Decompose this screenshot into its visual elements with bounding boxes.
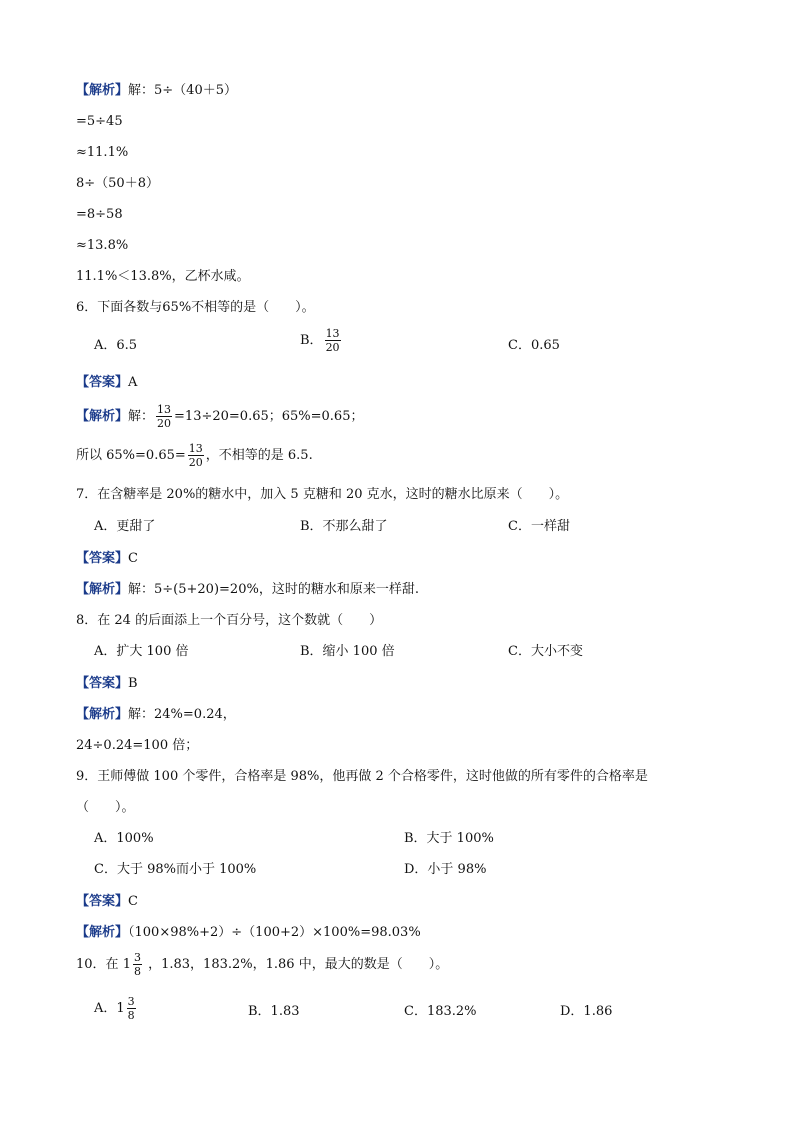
q7-option-b: B．不那么甜了 <box>300 519 388 534</box>
q7-analysis <box>76 581 419 599</box>
q10-option-a-prefix: A． <box>94 1001 117 1016</box>
q7-option-a: A．更甜了 <box>94 519 156 534</box>
answer-tag: 【答案】 <box>76 894 129 909</box>
analysis-tag: 【解析】 <box>76 582 129 597</box>
q7-analysis-text: 解：5÷(5+20)=20%，这时的糖水和原来一样甜. <box>128 582 419 597</box>
q8-analysis-line-2: 24÷0.24=100 倍； <box>76 738 199 753</box>
q8-analysis-text: 解：24%=0.24， <box>128 707 236 722</box>
mixed-number-whole: 1 <box>122 956 131 972</box>
answer-tag: 【答案】 <box>76 551 129 566</box>
fraction-numerator: 13 <box>325 327 340 340</box>
sol5-line-7: 11.1%＜13.8%，乙杯水咸。 <box>76 269 250 284</box>
q7-option-c: C．一样甜 <box>508 519 570 534</box>
fraction-denominator: 20 <box>325 341 340 354</box>
q10-stem-text: 10．在 <box>76 957 123 972</box>
analysis-tag: 【解析】 <box>76 925 129 940</box>
q8-option-c: C．大小不变 <box>508 644 583 659</box>
sol5-line-3: ≈11.1% <box>76 145 129 160</box>
fraction <box>156 404 172 429</box>
q9-option-d: D．小于 98% <box>404 862 487 877</box>
fraction-denominator: 20 <box>157 417 172 430</box>
fraction <box>133 952 142 977</box>
sol5-line-2: =5÷45 <box>76 114 123 129</box>
sol5-line-4: 8÷（50＋8） <box>76 176 159 191</box>
q6-option-b <box>300 328 343 353</box>
q6-analysis-text: ，不相等的是 6.5. <box>205 448 313 463</box>
q7-answer-value: C <box>128 551 138 566</box>
q10-option-a <box>94 996 138 1021</box>
sol5-line-1 <box>76 82 237 100</box>
q7-stem: 7．在含糖率是 20%的糖水中，加入 5 克糖和 20 克水，这时的糖水比原来（ ）。 <box>76 487 569 502</box>
q9-option-a: A．100% <box>94 831 154 846</box>
q9-answer <box>76 893 138 911</box>
q8-option-b: B．缩小 100 倍 <box>300 644 395 659</box>
q6-analysis-line-1 <box>76 404 363 429</box>
answer-tag: 【答案】 <box>76 676 129 691</box>
fraction-numerator: 3 <box>133 951 141 964</box>
fraction-denominator: 8 <box>133 965 141 978</box>
fraction <box>127 996 136 1021</box>
q6-answer <box>76 374 137 392</box>
q7-answer <box>76 550 138 568</box>
fraction-numerator: 13 <box>188 442 203 455</box>
q9-option-c: C．大于 98%而小于 100% <box>94 862 257 877</box>
q8-answer <box>76 675 138 693</box>
q9-option-b: B．大于 100% <box>404 831 494 846</box>
sol5-line-6: ≈13.8% <box>76 238 129 253</box>
fraction-denominator: 20 <box>188 456 203 469</box>
q8-option-a: A．扩大 100 倍 <box>94 644 189 659</box>
q6-analysis-text: =13÷20=0.65；65%=0.65； <box>174 409 364 424</box>
q10-option-c: C．183.2% <box>404 1004 477 1019</box>
sol5-line-5: =8÷58 <box>76 207 123 222</box>
mixed-number <box>116 995 137 1022</box>
q9-answer-value: C <box>128 894 138 909</box>
sol5-text-1: 解：5÷（40＋5） <box>128 83 237 98</box>
q6-answer-value: A <box>128 375 138 390</box>
q10-stem-text: ，1.83，183.2%，1.86 中，最大的数是（ ）。 <box>143 957 449 972</box>
q9-analysis-text: （100×98%+2）÷（100+2）×100%=98.03% <box>128 925 421 940</box>
q6-analysis-text: 解： <box>128 409 155 424</box>
fraction <box>325 328 341 353</box>
q6-stem: 6．下面各数与65%不相等的是（ ）。 <box>76 300 315 315</box>
fraction-numerator: 3 <box>127 995 135 1008</box>
fraction <box>188 443 204 468</box>
analysis-tag: 【解析】 <box>76 409 129 424</box>
q6-option-b-prefix: B． <box>300 333 323 348</box>
q10-option-d: D．1.86 <box>560 1004 613 1019</box>
q6-option-a: A．6.5 <box>94 338 138 353</box>
q6-analysis-line-2 <box>76 443 313 468</box>
q6-option-c: C．0.65 <box>508 338 560 353</box>
q10-stem <box>76 952 448 977</box>
q6-analysis-text: 所以 65%=0.65= <box>76 448 186 463</box>
q9-stem-line-2: （ ）。 <box>76 800 135 815</box>
q8-answer-value: B <box>128 676 138 691</box>
fraction-numerator: 13 <box>157 403 172 416</box>
mixed-number <box>122 951 144 978</box>
fraction-denominator: 8 <box>127 1009 135 1022</box>
q10-option-b: B．1.83 <box>248 1004 300 1019</box>
q8-stem: 8．在 24 的后面添上一个百分号，这个数就（ ） <box>76 613 383 628</box>
q8-analysis-line-1 <box>76 706 236 724</box>
q9-analysis <box>76 924 421 942</box>
analysis-tag: 【解析】 <box>76 707 129 722</box>
analysis-tag: 【解析】 <box>76 83 129 98</box>
mixed-number-whole: 1 <box>116 1000 125 1016</box>
answer-tag: 【答案】 <box>76 375 129 390</box>
q9-stem-line-1: 9．王师傅做 100 个零件，合格率是 98%，他再做 2 个合格零件，这时他做的所有零件的合格率是 <box>76 769 648 784</box>
